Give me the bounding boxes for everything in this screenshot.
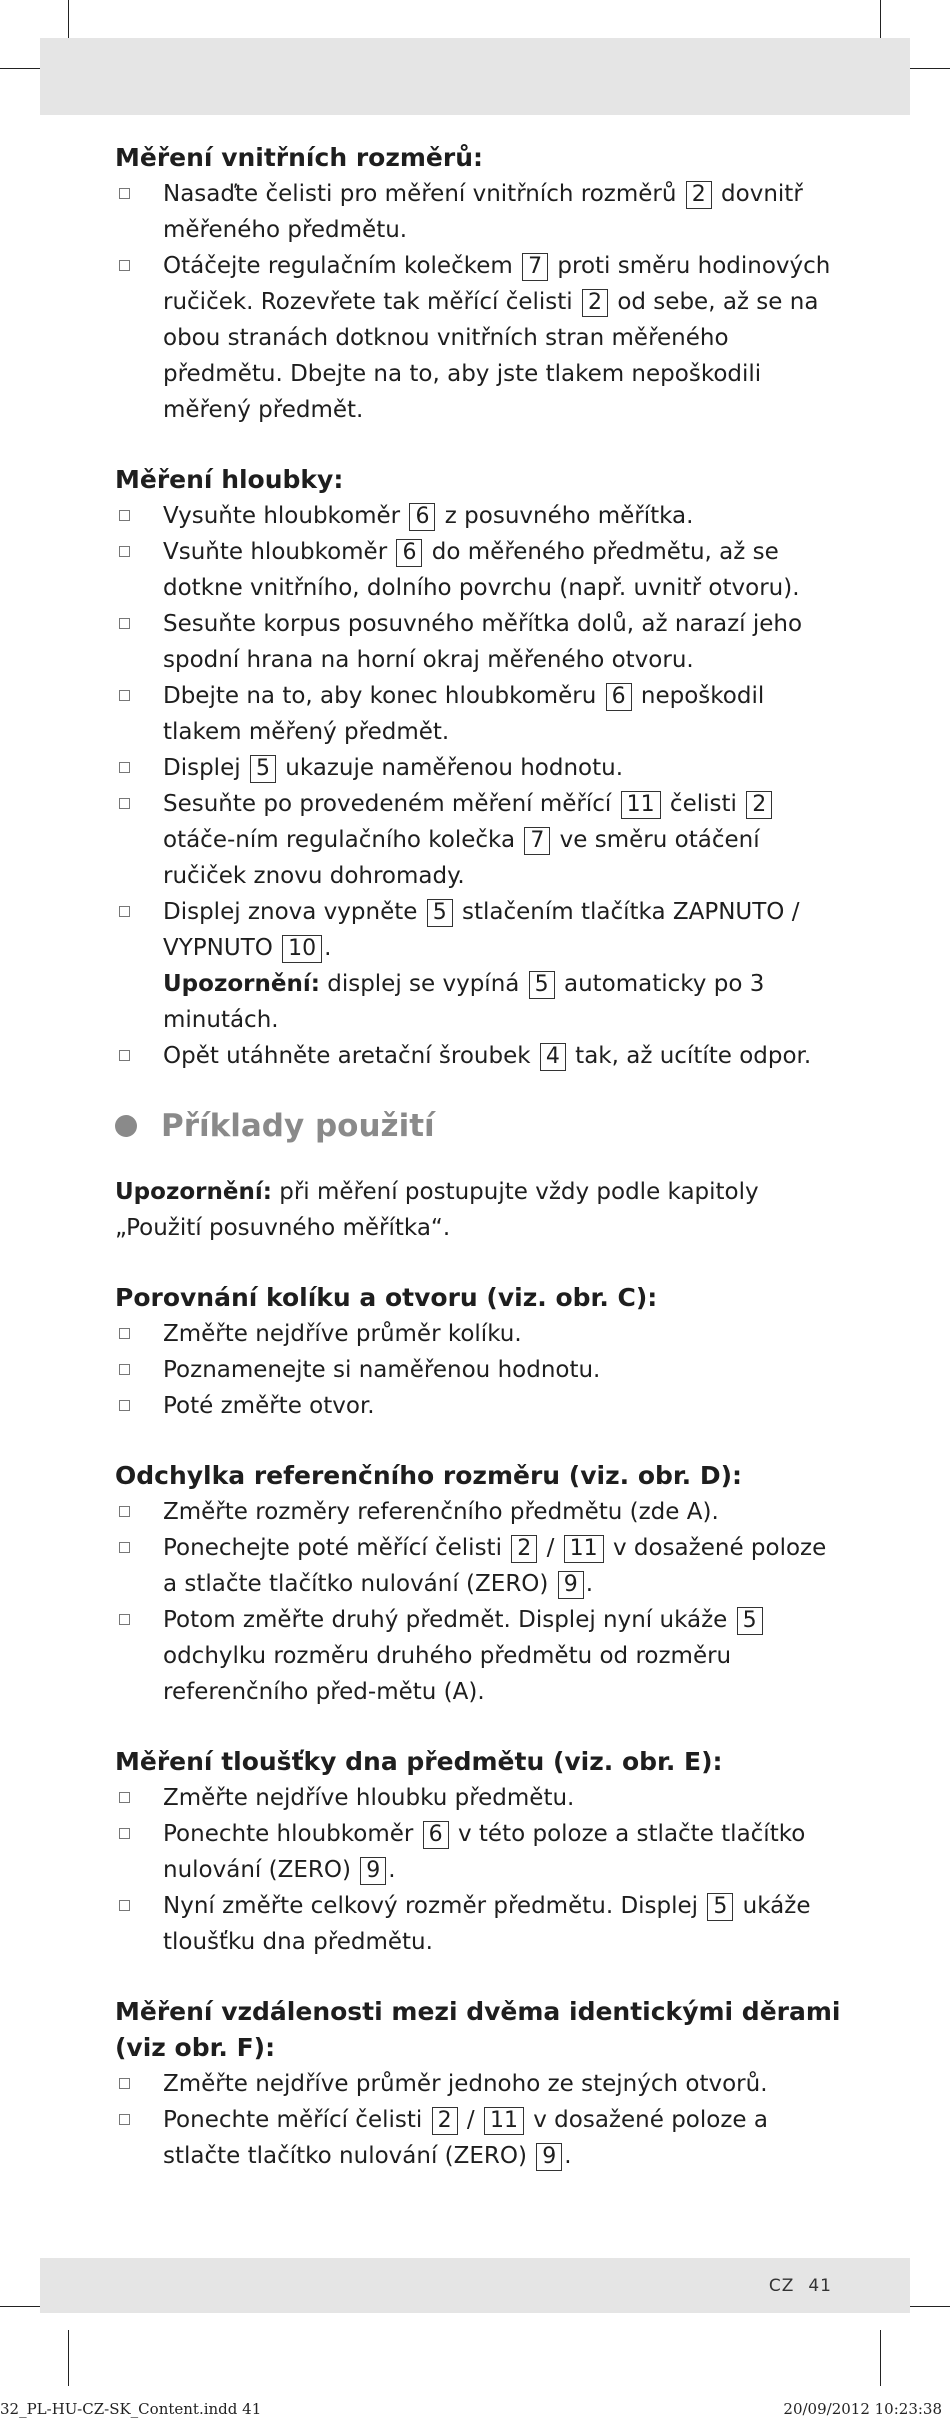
part-ref: 4	[540, 1043, 566, 1071]
list-item	[115, 1888, 845, 1960]
part-ref: 6	[409, 503, 435, 531]
item-text: Ponechte měřící čelisti	[163, 2107, 430, 2133]
item-text: stlačením tlačítka ZAPNUTO / VYPNUTO	[163, 899, 800, 961]
item-text: Nyní změřte celkový rozměr předmětu. Displej	[163, 1893, 706, 1919]
page-folio	[755, 2276, 832, 2296]
item-text: Displej	[163, 755, 248, 781]
item-text: Potom změřte druhý předmět. Displej nyní ukáže	[163, 1607, 735, 1633]
item-text: při měření postupujte vždy podle kapitoly „Použití posuvného měřítka“.	[115, 1179, 759, 1241]
part-ref: 2	[746, 791, 772, 819]
step-list	[115, 176, 845, 428]
page-content	[115, 140, 845, 2208]
section-reference-deviation	[115, 1458, 845, 1710]
list-item	[115, 1352, 845, 1388]
list-item	[115, 1316, 845, 1352]
part-ref: 11	[484, 2107, 524, 2135]
part-ref: 11	[564, 1535, 604, 1563]
separator: /	[539, 1535, 562, 1561]
checkbox-bullet-icon	[119, 690, 130, 701]
notice-label: Upozornění:	[163, 971, 320, 997]
step-list	[115, 1780, 845, 1960]
item-text: .	[388, 1857, 396, 1883]
part-ref: 7	[522, 253, 548, 281]
section-heading: Měření vzdálenosti mezi dvěma identickými děrami (viz obr. F):	[115, 1997, 841, 2062]
checkbox-bullet-icon	[119, 1400, 130, 1411]
checkbox-bullet-icon	[119, 906, 130, 917]
list-item	[115, 1038, 845, 1074]
item-text: Vsuňte hloubkoměr	[163, 539, 395, 565]
list-item	[115, 606, 845, 678]
print-slug-right: 20/09/2012 10:23:38	[783, 2400, 942, 2418]
list-item	[115, 1494, 845, 1530]
part-ref: 2	[432, 2107, 458, 2135]
item-text: Změřte rozměry referenčního předmětu (zde A).	[163, 1499, 719, 1525]
section-inner-measurement	[115, 140, 845, 428]
part-ref: 5	[250, 755, 276, 783]
part-ref: 2	[686, 181, 712, 209]
part-ref: 6	[606, 683, 632, 711]
list-item	[115, 750, 845, 786]
list-item	[115, 176, 845, 248]
notice-label: Upozornění:	[115, 1179, 272, 1205]
list-item	[115, 1780, 845, 1816]
step-list	[115, 2066, 845, 2174]
item-text: ukáže tloušťku dna předmětu.	[163, 1893, 811, 1955]
item-text: ve směru otáčení ručiček znovu dohromady.	[163, 827, 760, 889]
item-text: Změřte nejdříve průměr kolíku.	[163, 1321, 522, 1347]
checkbox-bullet-icon	[119, 798, 130, 809]
step-list	[115, 1038, 845, 1074]
item-text: Změřte nejdříve průměr jednoho ze stejných otvorů.	[163, 2071, 768, 2097]
section-heading: Měření vnitřních rozměrů:	[115, 143, 484, 172]
list-item	[115, 1602, 845, 1710]
item-text: Dbejte na to, aby konec hloubkoměru	[163, 683, 604, 709]
checkbox-bullet-icon	[119, 1792, 130, 1803]
list-item	[115, 1530, 845, 1602]
section-heading: Porovnání kolíku a otvoru (viz. obr. C):	[115, 1283, 658, 1312]
notice-paragraph	[115, 966, 845, 1038]
checkbox-bullet-icon	[119, 260, 130, 271]
page-number: 41	[808, 2276, 832, 2296]
part-ref: 9	[360, 1857, 386, 1885]
item-text: z posuvného měřítka.	[437, 503, 694, 529]
section-pin-hole	[115, 1280, 845, 1424]
notice-paragraph	[115, 1174, 845, 1246]
item-text: otáče-ním regulačního kolečka	[163, 827, 523, 853]
list-item	[115, 2066, 845, 2102]
step-list	[115, 498, 845, 966]
item-text: .	[585, 1571, 593, 1597]
chapter-title: Příklady použití	[161, 1108, 435, 1144]
checkbox-bullet-icon	[119, 188, 130, 199]
checkbox-bullet-icon	[119, 618, 130, 629]
checkbox-bullet-icon	[119, 1542, 130, 1553]
list-item	[115, 894, 845, 966]
crop-mark	[880, 2330, 881, 2386]
section-heading: Odchylka referenčního rozměru (viz. obr. D):	[115, 1461, 743, 1490]
checkbox-bullet-icon	[119, 1900, 130, 1911]
list-item	[115, 2102, 845, 2174]
item-text: odchylku rozměru druhého předmětu od rozměru referenčního před-mětu (A).	[163, 1643, 732, 1705]
item-text: do měřeného předmětu, až se dotkne vnitřního, dolního povrchu (např. uvnitř otvoru).	[163, 539, 800, 601]
item-text: v této poloze a stlačte tlačítko nulování (ZERO)	[163, 1821, 806, 1883]
part-ref: 5	[707, 1893, 733, 1921]
item-text: od sebe, až se na obou stranách dotknou vnitřních stran měřeného předmětu. Dbejte na to, aby jste tlakem nepoškodili měřený předmět.	[163, 289, 819, 423]
checkbox-bullet-icon	[119, 2114, 130, 2125]
item-text: Displej znova vypněte	[163, 899, 425, 925]
list-item	[115, 534, 845, 606]
checkbox-bullet-icon	[119, 510, 130, 521]
header-band	[40, 38, 910, 115]
section-depth-measurement	[115, 462, 845, 1074]
part-ref: 5	[427, 899, 453, 927]
item-text: Opět utáhněte aretační šroubek	[163, 1043, 538, 1069]
item-text: Ponechejte poté měřící čelisti	[163, 1535, 510, 1561]
section-heading: Měření tloušťky dna předmětu (viz. obr. E):	[115, 1747, 723, 1776]
checkbox-bullet-icon	[119, 2078, 130, 2089]
list-item	[115, 248, 845, 428]
part-ref: 10	[282, 935, 322, 963]
list-item	[115, 678, 845, 750]
item-text: čelisti	[662, 791, 745, 817]
part-ref: 2	[511, 1535, 537, 1563]
item-text: Otáčejte regulačním kolečkem	[163, 253, 521, 279]
item-text: Změřte nejdříve hloubku předmětu.	[163, 1785, 575, 1811]
item-text: ukazuje naměřenou hodnotu.	[277, 755, 624, 781]
section-bottom-thickness	[115, 1744, 845, 1960]
chapter-heading	[115, 1108, 845, 1144]
item-text: Poté změřte otvor.	[163, 1393, 375, 1419]
checkbox-bullet-icon	[119, 762, 130, 773]
checkbox-bullet-icon	[119, 1614, 130, 1625]
checkbox-bullet-icon	[119, 1364, 130, 1375]
part-ref: 9	[536, 2143, 562, 2171]
part-ref: 5	[529, 971, 555, 999]
part-ref: 11	[621, 791, 661, 819]
checkbox-bullet-icon	[119, 1828, 130, 1839]
item-text: dovnitř měřeného předmětu.	[163, 181, 803, 243]
part-ref: 6	[423, 1821, 449, 1849]
checkbox-bullet-icon	[119, 1050, 130, 1061]
checkbox-bullet-icon	[119, 1506, 130, 1517]
item-text: Poznamenejte si naměřenou hodnotu.	[163, 1357, 601, 1383]
section-heading: Měření hloubky:	[115, 465, 344, 494]
language-code: CZ	[768, 2276, 795, 2296]
checkbox-bullet-icon	[119, 546, 130, 557]
list-item	[115, 498, 845, 534]
item-text: Ponechte hloubkoměr	[163, 1821, 421, 1847]
list-item	[115, 1388, 845, 1424]
item-text: displej se vypíná	[319, 971, 527, 997]
separator: /	[459, 2107, 482, 2133]
checkbox-bullet-icon	[119, 1328, 130, 1339]
item-text: Vysuňte hloubkoměr	[163, 503, 408, 529]
item-text: proti směru hodinových ručiček. Rozevřete tak měřící čelisti	[163, 253, 831, 315]
item-text: automaticky po 3 minutách.	[163, 971, 765, 1033]
list-item	[115, 1816, 845, 1888]
item-text: tak, až ucítíte odpor.	[567, 1043, 812, 1069]
item-text: .	[564, 2143, 572, 2169]
item-text: Sesuňte po provedeném měření měřící	[163, 791, 619, 817]
item-text: v dosažené poloze a stlačte tlačítko nulování (ZERO)	[163, 2107, 768, 2169]
part-ref: 2	[582, 289, 608, 317]
item-text: Sesuňte korpus posuvného měřítka dolů, až narazí jeho spodní hrana na horní okraj měřeného otvoru.	[163, 611, 803, 673]
step-list	[115, 1316, 845, 1424]
print-slug-left: 32_PL-HU-CZ-SK_Content.indd 41	[0, 2400, 262, 2418]
item-text: Nasaďte čelisti pro měření vnitřních rozměrů	[163, 181, 684, 207]
part-ref: 7	[524, 827, 550, 855]
item-text: v dosažené poloze a stlačte tlačítko nulování (ZERO)	[163, 1535, 827, 1597]
section-hole-distance	[115, 1994, 845, 2174]
item-text: nepoškodil tlakem měřený předmět.	[163, 683, 765, 745]
item-text: .	[324, 935, 332, 961]
list-item	[115, 786, 845, 894]
crop-mark	[68, 2330, 69, 2386]
part-ref: 9	[558, 1571, 584, 1599]
step-list	[115, 1494, 845, 1710]
bullet-dot-icon	[115, 1115, 137, 1137]
part-ref: 5	[737, 1607, 763, 1635]
part-ref: 6	[396, 539, 422, 567]
